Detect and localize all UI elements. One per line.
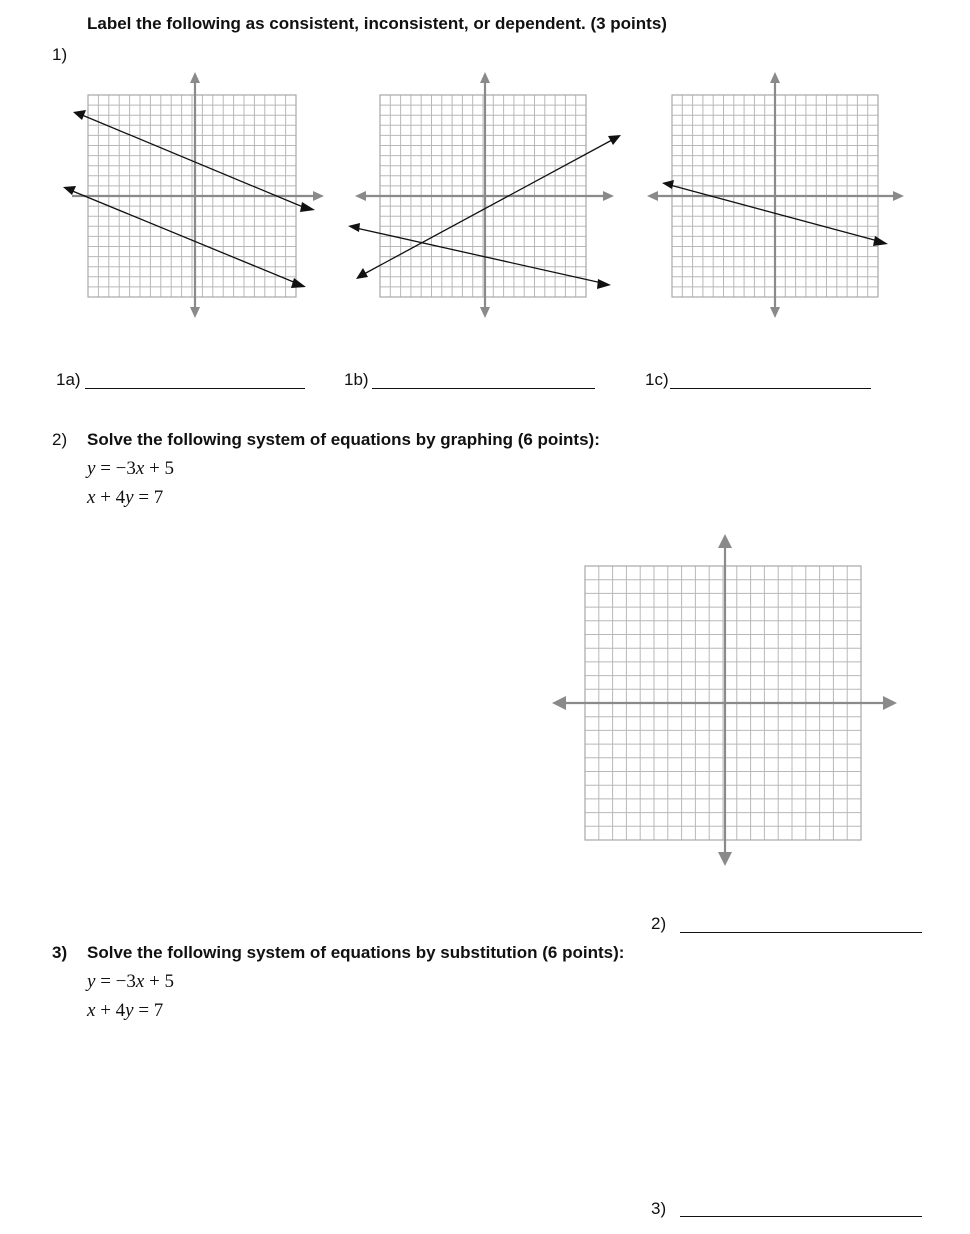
q3-eq2-tail: = 7 bbox=[133, 1000, 164, 1021]
q2-eq2-lhs: x bbox=[87, 487, 96, 508]
q3-eq2-lhs: x bbox=[87, 1000, 96, 1021]
q3-eq1-rest: = −3 bbox=[95, 971, 136, 992]
q2-number: 2) bbox=[52, 430, 68, 449]
answer-1b-blank[interactable] bbox=[372, 388, 595, 389]
answer-1a-blank[interactable] bbox=[85, 388, 305, 389]
graph-1b bbox=[350, 70, 620, 320]
q2-equation-2 bbox=[87, 487, 163, 509]
q3-eq2-var: y bbox=[125, 1000, 134, 1021]
q3-eq1-lhs: y bbox=[87, 971, 96, 992]
q2-eq1-tail: + 5 bbox=[144, 458, 175, 479]
answer-2-label: 2) bbox=[651, 914, 667, 933]
answer-1b-label: 1b) bbox=[344, 370, 369, 389]
q2-eq1-var: x bbox=[135, 458, 145, 479]
q1-number: 1) bbox=[52, 45, 68, 64]
q2-eq1-rest: = −3 bbox=[95, 458, 136, 479]
q3-equation-1 bbox=[87, 971, 174, 993]
q3-prompt: Solve the following system of equations by substitution (6 points): bbox=[87, 943, 625, 962]
answer-1c-label: 1c) bbox=[645, 370, 669, 389]
q2-eq2-var: y bbox=[125, 487, 134, 508]
q2-eq1-lhs: y bbox=[87, 458, 96, 479]
answer-2-blank[interactable] bbox=[680, 932, 922, 933]
q3-equation-2 bbox=[87, 1000, 163, 1022]
q3-eq2-mid: + 4 bbox=[95, 1000, 126, 1021]
graph-1a bbox=[60, 70, 330, 320]
answer-1a-label: 1a) bbox=[56, 370, 81, 389]
q2-eq2-mid: + 4 bbox=[95, 487, 126, 508]
graph-q2[interactable] bbox=[545, 530, 905, 870]
answer-3-blank[interactable] bbox=[680, 1216, 922, 1217]
q1-prompt: Label the following as consistent, inconsistent, or dependent. (3 points) bbox=[87, 14, 667, 33]
answer-3-label: 3) bbox=[651, 1199, 667, 1218]
q2-eq2-tail: = 7 bbox=[133, 487, 164, 508]
q2-equation-1 bbox=[87, 458, 174, 480]
answer-1c-blank[interactable] bbox=[670, 388, 871, 389]
q3-eq1-tail: + 5 bbox=[144, 971, 175, 992]
q3-eq1-var: x bbox=[135, 971, 145, 992]
graph-1c bbox=[640, 70, 910, 320]
q2-prompt: Solve the following system of equations by graphing (6 points): bbox=[87, 430, 600, 449]
q3-number: 3) bbox=[52, 943, 68, 962]
